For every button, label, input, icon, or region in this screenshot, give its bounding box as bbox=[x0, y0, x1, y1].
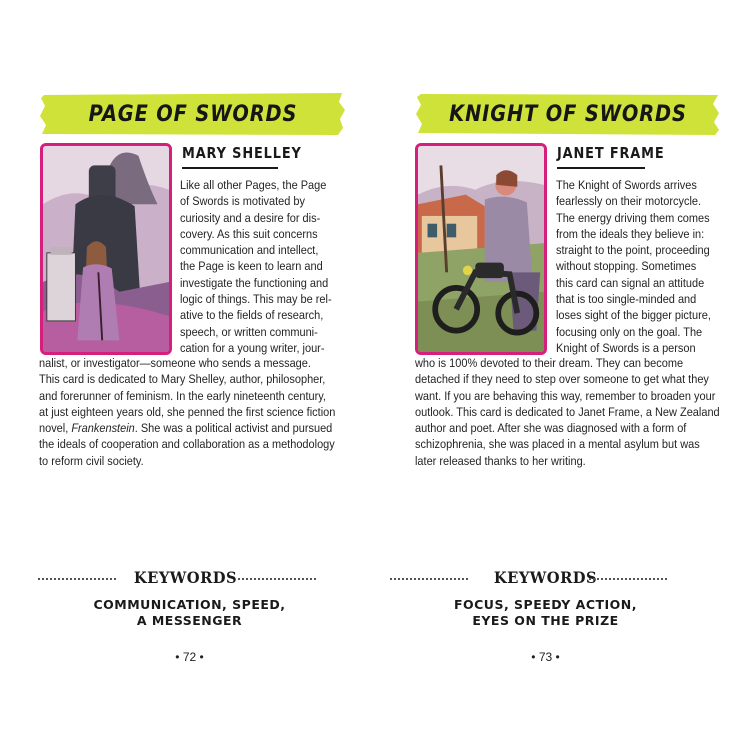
text-line: cation for a young writer, jour- bbox=[180, 340, 325, 355]
text-line: the Page is keen to learn and bbox=[180, 259, 323, 274]
text-line: later released thanks to her writing. bbox=[415, 453, 586, 468]
text-line: ative to the fields of research, bbox=[180, 308, 324, 323]
card-title-banner bbox=[415, 92, 721, 136]
keywords-title: KEYWORDS bbox=[133, 568, 238, 587]
card-description-bottom bbox=[39, 355, 345, 469]
text-fragment: . She was a political activist and pursued bbox=[134, 421, 333, 436]
text-line: curiosity and a desire for dis- bbox=[180, 210, 321, 225]
text-line: investigate the functioning and bbox=[180, 275, 329, 290]
text-line: covery. As this suit concerns bbox=[180, 226, 318, 241]
name-underline bbox=[557, 167, 645, 169]
card-description-top bbox=[556, 177, 721, 356]
card-description-top bbox=[180, 177, 345, 356]
text-line: focusing only on the goal. The bbox=[556, 324, 703, 339]
keywords-line: COMMUNICATION, SPEED, bbox=[93, 597, 286, 612]
mary-shelley-illustration bbox=[40, 143, 172, 355]
text-line: from the ideals they believe in: bbox=[556, 226, 705, 241]
text-line: The energy driving them comes bbox=[556, 210, 710, 225]
card-description-bottom bbox=[415, 355, 721, 469]
page-number: • 72 • bbox=[175, 650, 204, 664]
text-line: communication and intellect, bbox=[180, 243, 319, 258]
keywords-title: KEYWORDS bbox=[493, 568, 598, 587]
keywords-header bbox=[375, 568, 750, 588]
page-number: • 73 • bbox=[531, 650, 560, 664]
text-line: Knight of Swords is a person bbox=[556, 340, 696, 355]
text-line: of Swords is motivated by bbox=[180, 194, 305, 209]
text-line: that is too single-minded and bbox=[556, 292, 697, 307]
text-fragment: novel, bbox=[39, 421, 72, 436]
keywords-line: FOCUS, SPEEDY ACTION, bbox=[453, 597, 638, 612]
text-line: outlook. This card is dedicated to Janet Frame, a New Zealand bbox=[415, 404, 720, 419]
janet-frame-illustration bbox=[415, 143, 547, 355]
text-line: nalist, or investigator—someone who sends a message. bbox=[39, 356, 311, 370]
person-name: MARY SHELLEY bbox=[182, 144, 302, 162]
text-line: this card can signal an attitude bbox=[556, 275, 705, 290]
text-line: who is 100% devoted to their dream. They can become bbox=[415, 356, 684, 370]
text-line: without stopping. Sometimes bbox=[556, 259, 697, 274]
text-line: This card is dedicated to Mary Shelley, author, philosopher, bbox=[39, 372, 326, 387]
text-line: want. If you are behaving this way, remember to broaden your bbox=[415, 388, 716, 403]
text-line: to reform civil society. bbox=[39, 453, 144, 468]
keywords-line: A MESSENGER bbox=[136, 613, 243, 628]
text-line: the ideals of cooperation and collaboration as a methodology bbox=[39, 437, 335, 452]
text-line bbox=[39, 420, 345, 436]
text-line: detached if they need to step over someone to get what they bbox=[415, 372, 709, 387]
card-title-banner bbox=[40, 92, 346, 136]
card-title: KNIGHT OF SWORDS bbox=[449, 101, 687, 127]
text-line: Like all other Pages, the Page bbox=[180, 178, 327, 192]
keywords-line: EYES ON THE PRIZE bbox=[472, 613, 619, 628]
name-underline bbox=[182, 167, 278, 169]
text-line: author and poet. After she was diagnosed with a form of bbox=[415, 421, 687, 436]
text-line: The Knight of Swords arrives bbox=[556, 178, 697, 192]
dotted-divider bbox=[589, 578, 667, 580]
person-name: JANET FRAME bbox=[557, 144, 665, 162]
text-line: fearlessly on their motorcycle. bbox=[556, 194, 702, 209]
text-line: logic of things. This may be rel- bbox=[180, 292, 332, 307]
keywords-header bbox=[0, 568, 375, 588]
text-line: at just eighteen years old, she penned the first science fiction bbox=[39, 404, 336, 419]
right-page bbox=[375, 0, 750, 750]
book-title: Frankenstein bbox=[71, 421, 135, 436]
text-line: and forerunner of feminism. In the early nineteenth century, bbox=[39, 388, 326, 403]
dotted-divider bbox=[238, 578, 316, 580]
text-line: speech, or written communi- bbox=[180, 324, 318, 339]
text-line: schizophrenia, she was placed in a mental asylum but was bbox=[415, 437, 700, 452]
text-line: loses sight of the bigger picture, bbox=[556, 308, 711, 323]
card-title: PAGE OF SWORDS bbox=[88, 101, 298, 127]
text-line: straight to the point, proceeding bbox=[556, 243, 710, 258]
